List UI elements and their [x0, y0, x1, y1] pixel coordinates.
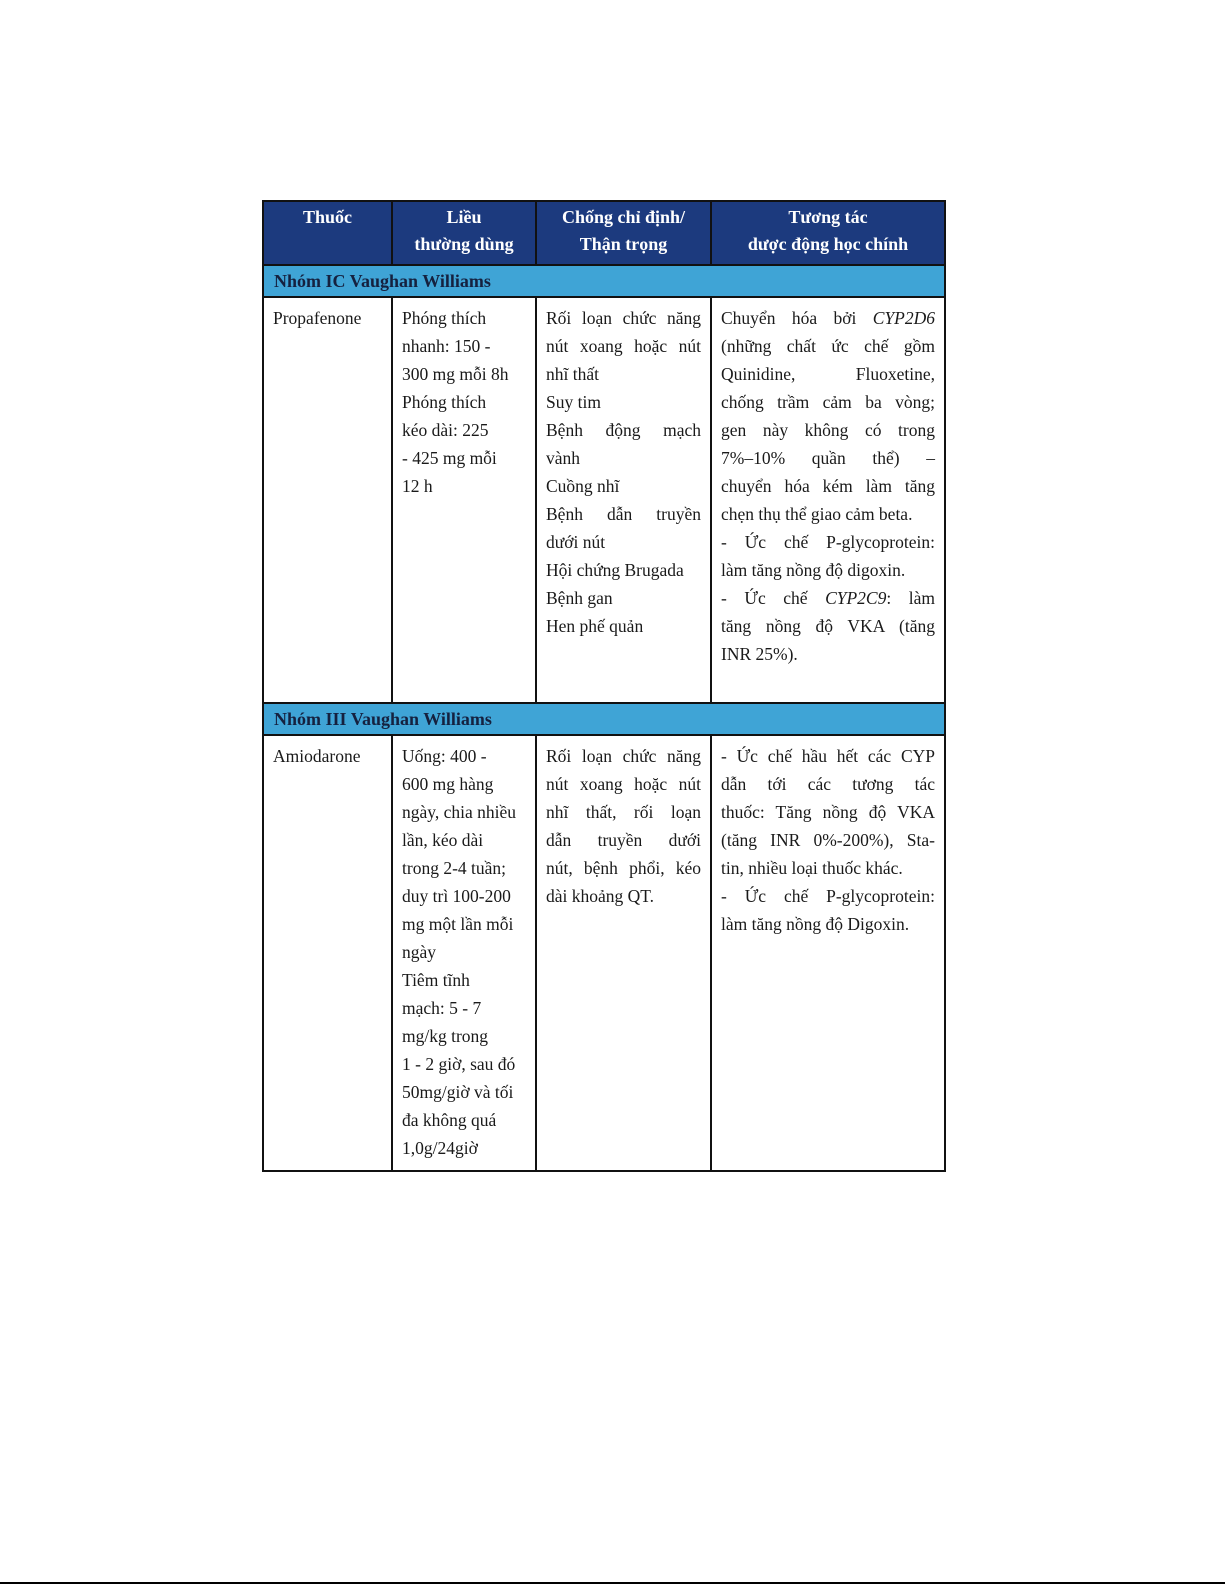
group-title: Nhóm III Vaughan Williams [263, 703, 945, 735]
dose-cell: Phóng thích nhanh: 150 - 300 mg mỗi 8h Phóng thích kéo dài: 225 - 425 mg mỗi 12 h [392, 297, 536, 703]
table-row [263, 735, 945, 1171]
group-row-iii [263, 703, 945, 735]
group-title: Nhóm IC Vaughan Williams [263, 265, 945, 297]
group-row-ic [263, 265, 945, 297]
table-row [263, 297, 945, 703]
page-bottom-rule [0, 1582, 1225, 1584]
header-dose: Liều thường dùng [392, 201, 536, 265]
drug-table [262, 200, 946, 1172]
interaction-line: Chuyển hóa bởi CYP2D6 [721, 308, 935, 328]
header-contraindication: Chống chỉ định/ Thận trọng [536, 201, 711, 265]
header-row [263, 201, 945, 265]
interaction-cell: - Ức chế hầu hết các CYP dẫn tới các tương tác thuốc: Tăng nồng độ VKA (tăng INR 0%-200%), Sta- tin, nhiều loại thuốc khác. - Ức chế P-glycoprotein: làm tăng nồng độ Digoxin. [711, 735, 945, 1171]
header-interaction: Tương tác dược động học chính [711, 201, 945, 265]
drug-name: Amiodarone [263, 735, 392, 1171]
dose-cell: Uống: 400 - 600 mg hàng ngày, chia nhiều lần, kéo dài trong 2-4 tuần; duy trì 100-200 mg một lần mỗi ngày Tiêm tĩnh mạch: 5 - 7 mg/kg trong 1 - 2 giờ, sau đó 50mg/giờ và tối đa không quá 1,0g/24giờ [392, 735, 536, 1171]
contraindication-cell: Rối loạn chức năng nút xoang hoặc nút nhĩ thất Suy tim Bệnh động mạch vành Cuồng nhĩ Bệnh dẫn truyền dưới nút Hội chứng Brugada Bệnh gan Hen phế quản [536, 297, 711, 703]
drug-name: Propafenone [263, 297, 392, 703]
interaction-line: - Ức chế CYP2C9: làm [721, 588, 935, 608]
contraindication-cell: Rối loạn chức năng nút xoang hoặc nút nhĩ thất, rối loạn dẫn truyền dưới nút, bệnh phổi, kéo dài khoảng QT. [536, 735, 711, 1171]
header-drug: Thuốc [263, 201, 392, 265]
interaction-cell: Chuyển hóa bởi CYP2D6 (những chất ức chế gồm Quinidine, Fluoxetine, chống trầm cảm ba vòng; gen này không có trong 7%–10% quần thể) – chuyển hóa kém làm tăng chẹn thụ thể giao cảm beta. - Ức chế P-glycoprotein: làm tăng nồng độ digoxin. - Ức chế CYP2C9: làm tăng nồng độ VKA (tăng INR 25%). [711, 297, 945, 703]
